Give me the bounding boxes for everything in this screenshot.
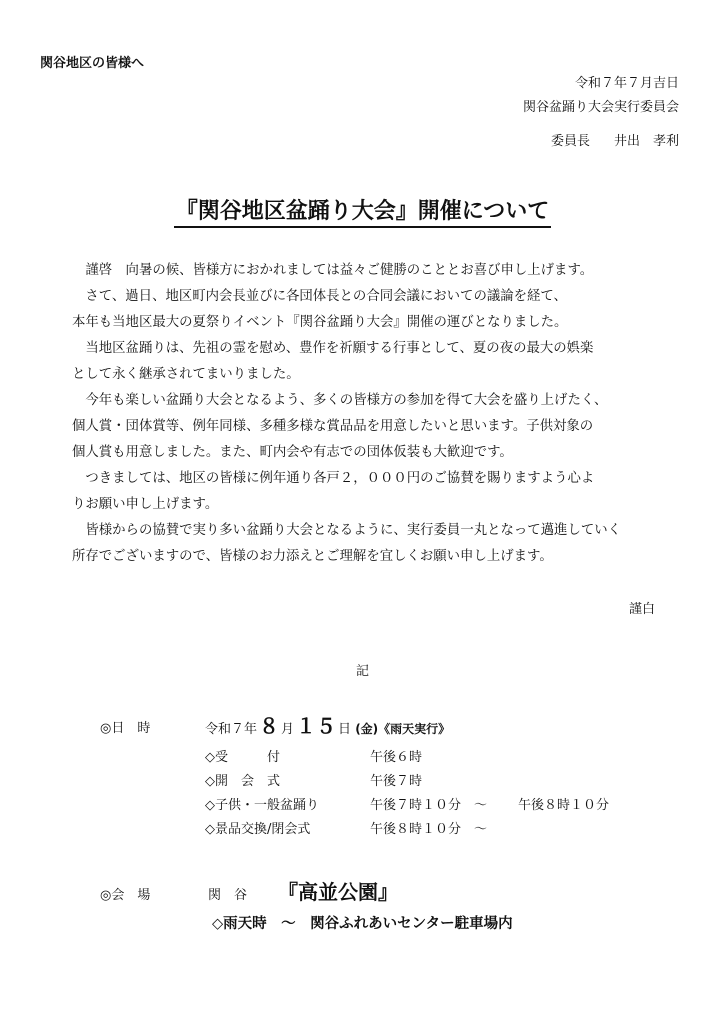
schedule-end (518, 767, 609, 791)
schedule (205, 743, 609, 839)
event-day: １５ (296, 714, 337, 738)
body-line: 皆様からの協賛で実り多い盆踊り大会となるように、実行委員一丸となって邁進していく (72, 523, 622, 538)
schedule-item: ◇子供・一般盆踊り (205, 797, 319, 813)
schedule-table (205, 743, 609, 839)
month-unit: 月 (281, 722, 295, 737)
event-date (205, 710, 450, 739)
datetime-label: ◎日 時 (100, 721, 151, 736)
issue-date: 令和７年７月吉日 (574, 76, 679, 91)
venue-label: ◎会 場 (100, 888, 151, 903)
body-line: さて、過日、地区町内会長並びに各団体長との合同会議においての議論を経て、 (72, 289, 567, 304)
notice-marker: 記 (355, 664, 369, 679)
body-line: 所存でございますので、皆様のお力添えとご理解を宜しくお願い申し上げます。 (72, 549, 553, 564)
body-line: 個人賞・団体賞等、例年同様、多種多様な賞品品を用意したいと思います。子供対象の (72, 419, 594, 434)
chair-title: 委員長 (550, 134, 590, 149)
rain-policy: 《雨天実行》 (378, 722, 451, 736)
schedule-row (205, 815, 609, 839)
venue-area: 関 谷 (208, 888, 248, 903)
document-title-text: 『関谷地区盆踊り大会』開催について (174, 199, 552, 228)
body-line: 今年も楽しい盆踊り大会となるよう、多くの皆様方の参加を得て大会を盛り上げたく、 (72, 393, 608, 408)
schedule-time: 午後７時 (370, 773, 423, 789)
body-line: として永く継承されてまいりました。 (72, 367, 300, 382)
schedule-end: 午後８時１０分 (518, 797, 610, 813)
chairperson (551, 130, 679, 149)
body-line: りお願い申し上げます。 (72, 497, 219, 512)
event-month: ８ (259, 714, 280, 738)
schedule-end (518, 743, 609, 767)
day-unit: 日 (338, 722, 352, 737)
schedule-row (205, 791, 609, 815)
schedule-time: 午後８時１０分 〜 (370, 821, 488, 837)
venue-name: 『高並公園』 (278, 880, 398, 904)
schedule-row (205, 743, 609, 767)
schedule-row (205, 767, 609, 791)
body-line: 本年も当地区最大の夏祭りイベント『関谷盆踊り大会』開催の運びとなりました。 (72, 315, 568, 330)
date-prefix: 令和７年 (205, 722, 258, 737)
schedule-item: ◇景品交換/閉会式 (205, 821, 311, 837)
rain-venue: ◇雨天時 〜 関谷ふれあいセンター駐車場内 (212, 916, 513, 932)
schedule-end (518, 815, 609, 839)
body-line: 当地区盆踊りは、先祖の霊を慰め、豊作を祈願する行事として、夏の夜の最大の娯楽 (72, 341, 594, 356)
schedule-item: ◇受 付 (205, 749, 280, 765)
schedule-time: 午後７時１０分 〜 (370, 797, 488, 813)
addressee: 関谷地区の皆様へ (40, 56, 145, 71)
schedule-time: 午後６時 (370, 749, 423, 765)
body-line: つきましては、地区の皆様に例年通り各戸２，０００円のご協賛を賜りますよう心よ (72, 471, 595, 486)
event-weekday: (金) (355, 722, 379, 736)
letter-body (72, 258, 672, 570)
chair-name: 井出 孝利 (613, 134, 679, 149)
committee-name: 関谷盆踊り大会実行委員会 (522, 100, 679, 115)
closing-word: 謹白 (628, 602, 655, 617)
document-title (0, 194, 725, 225)
body-line: 謹啓 向暑の候、皆様方におかれましては益々ご健勝のこととお喜び申し上げます。 (72, 263, 594, 278)
body-line: 個人賞も用意しました。また、町内会や有志での団体仮装も大歓迎です。 (72, 445, 513, 460)
schedule-item: ◇開 会 式 (205, 773, 280, 789)
